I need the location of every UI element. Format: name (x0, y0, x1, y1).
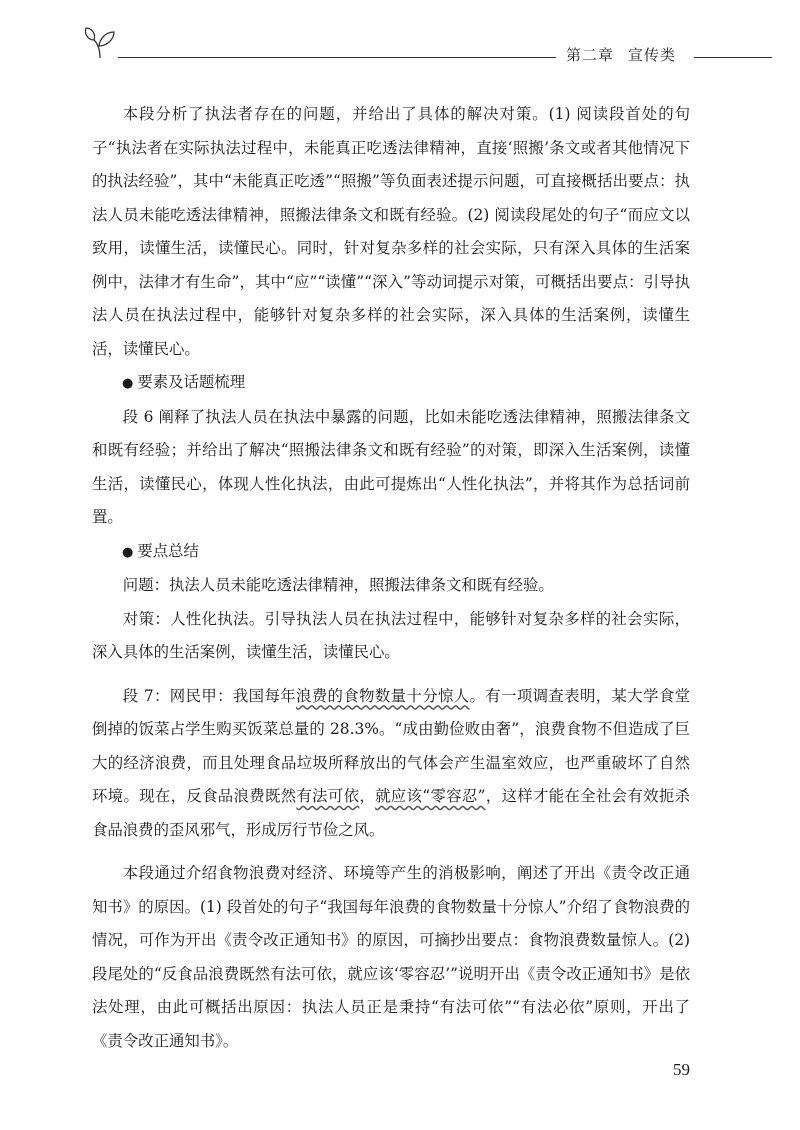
wavy-underlined-text: 有法可依 (296, 787, 360, 805)
section-heading-summary (92, 535, 690, 570)
paragraph-analysis-1: 本段分析了执法者存在的问题，并给出了具体的解决对策。(1) 阅读段首处的句子“执法者在实际执法过程中，未能真正吃透法律精神，直接‘照搬’条文或者其他情况下的执法经验”，其中“未能真正吃透”“照搬”等负面表述提示问题，可直接概括出要点：执法人员未能吃透法律精神，照搬法律条文和既有经验。(2) 阅读段尾处的句子“而应文以致用，读懂生活，读懂民心。同时，针对复杂多样的社会实际，只有深入具体的生活案例中，法律才有生命”，其中“应”“读懂”“深入”等动词提示对策，可概括出要点：引导执法人员在执法过程中，能够针对复杂多样的社会实际，深入具体的生活案例，读懂生活，读懂民心。 (92, 105, 690, 358)
heading-text: 要素及话题梳理 (137, 373, 246, 391)
page-number: 59 (673, 1060, 690, 1079)
chapter-number: 第二章 (566, 46, 615, 64)
paragraph-analysis-2: 段 6 阐释了执法人员在执法中暴露的问题，比如未能吃透法律精神，照搬法律条文和既有经验；并给出了解决“照搬法律条文和既有经验”的对策，即深入生活案例，读懂生活，读懂民心，体现人性化执法，由此可提炼出“人性化执法”，并将其作为总括词前置。 (92, 407, 690, 526)
running-head (566, 44, 676, 65)
text-run: ， (359, 787, 376, 805)
text-run: 段 7：网民甲：我国每年 (122, 686, 296, 705)
paragraph-analysis-3: 本段通过介绍食物浪费对经济、环境等产生的消极影响，阐述了开出《责令改正通知书》的原因。(1) 段首处的句子“我国每年浪费的食物数量十分惊人”介绍了食物浪费的情况，可作为开出《责令改正通知书》的原因，可摘抄出要点：食物浪费数量惊人。(2) 段尾处的“反食品浪费既然有法可依，就应该‘零容忍’”说明开出《责令改正通知书》是依法处理，由此可概括出原因：执法人员正是秉持“有法可依”“有法必依”原则，开出了《责令改正通知书》。 (92, 864, 690, 1050)
chapter-title: 宣传类 (628, 46, 677, 64)
summary-problem: 问题：执法人员未能吃透法律精神，照搬法律条文和既有经验。 (122, 576, 554, 594)
quoted-material-paragraph-7 (92, 680, 690, 848)
header-rule-right (694, 57, 772, 58)
bullet-icon: ● (122, 376, 134, 391)
header-rule-left (118, 57, 556, 58)
sprout-icon (82, 22, 118, 62)
section-heading-elements (92, 366, 690, 401)
page-body (92, 98, 690, 1058)
wavy-underlined-text: 就应该“零容忍” (375, 787, 486, 805)
text-run: 。有一项调查表明，某大学食堂倒掉的饭菜占学生购买饭菜总量的 28.3%。“成由勤俭败由奢”，浪费食物不但造成了巨大的经济浪费，而且处理食品垃圾所释放出的气体会产生温室效应，也严重破坏了自然环境。现在，反食品浪费既然 (92, 686, 690, 805)
bullet-icon: ● (122, 544, 134, 560)
wavy-underlined-text: 浪费的食物数量十分惊人 (296, 686, 470, 705)
heading-text: 要点总结 (137, 541, 199, 560)
page-header (0, 0, 800, 80)
summary-countermeasure: 对策：人性化执法。引导执法人员在执法过程中，能够针对复杂多样的社会实际，深入具体的生活案例，读懂生活，读懂民心。 (92, 609, 690, 661)
text-run: ，这样才能在全社会有效扼杀食品浪费的歪风邪气，形成厉行节俭之风。 (92, 787, 690, 839)
